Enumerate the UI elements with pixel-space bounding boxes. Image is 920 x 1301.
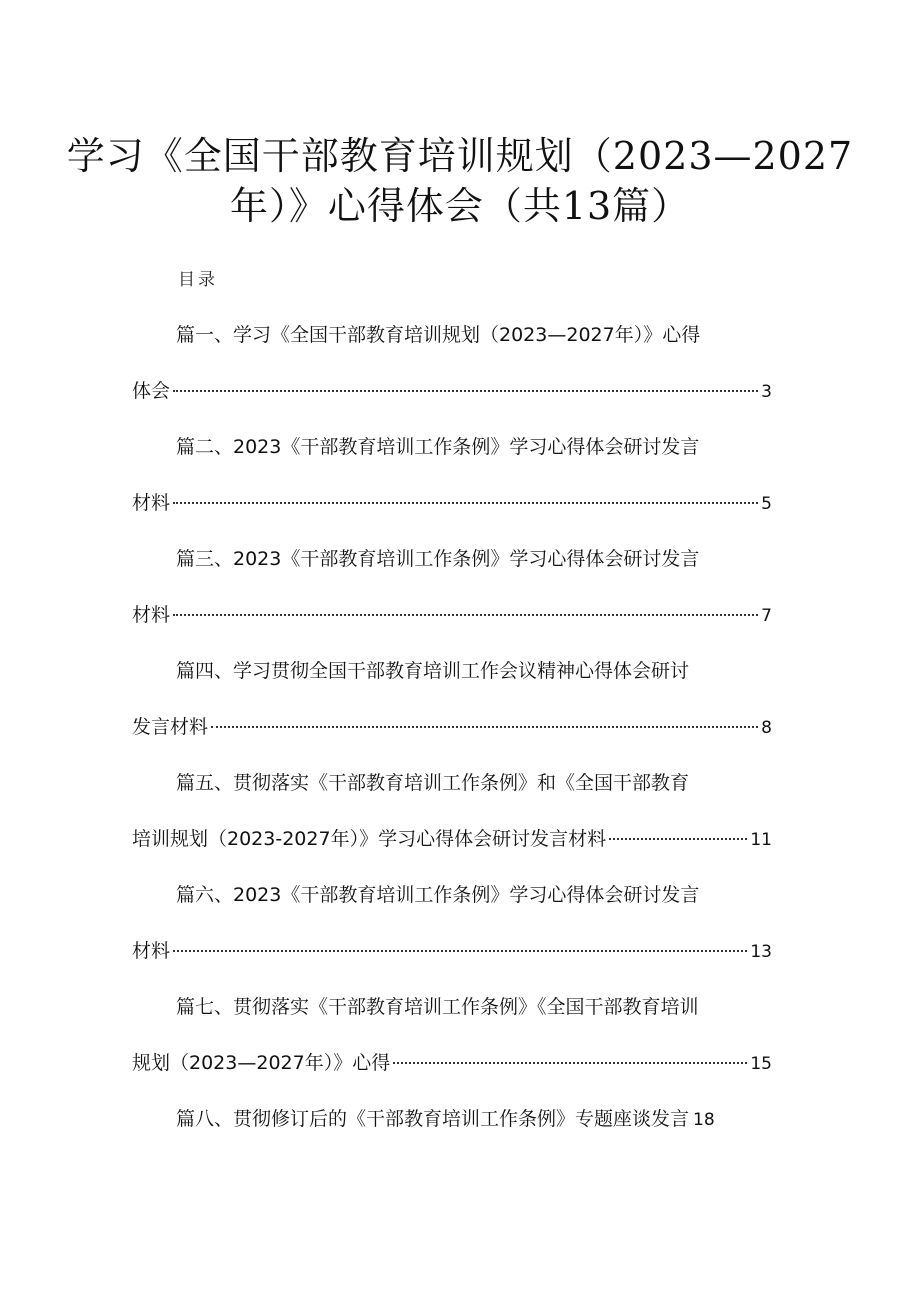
toc-entry-2-page: 5: [761, 494, 772, 514]
toc-entry-1-continuation[interactable]: [132, 376, 772, 407]
dot-leader: [609, 838, 747, 840]
toc-entry-2-title[interactable]: 篇二、2023《干部教育培训工作条例》学习心得体会研讨发言: [176, 436, 700, 458]
toc-entry-5-page: 11: [750, 830, 772, 850]
toc-entry-4-title[interactable]: 篇四、学习贯彻全国干部教育培训工作会议精神心得体会研讨: [176, 660, 690, 682]
toc-entry-8-title: 篇八、贯彻修订后的《干部教育培训工作条例》专题座谈发言: [176, 1108, 690, 1130]
dot-leader: [173, 614, 758, 616]
toc-entry-6-title-cont: 材料: [132, 940, 171, 962]
toc-entry-4-page: 8: [761, 718, 772, 738]
toc-entry-3-title[interactable]: 篇三、2023《干部教育培训工作条例》学习心得体会研讨发言: [176, 548, 700, 570]
toc-entry-5-title[interactable]: 篇五、贯彻落实《干部教育培训工作条例》和《全国干部教育: [176, 772, 690, 794]
toc-entry-4-title-cont: 发言材料: [132, 716, 209, 738]
toc-entry-8[interactable]: [176, 1104, 776, 1135]
dot-leader: [393, 1062, 747, 1064]
document-title-line-2: 年）》心得体会（共13篇）: [229, 184, 691, 228]
toc-entry-6-title[interactable]: 篇六、2023《干部教育培训工作条例》学习心得体会研讨发言: [176, 884, 700, 906]
toc-entry-3-continuation[interactable]: [132, 600, 772, 631]
toc-entry-2-continuation[interactable]: [132, 488, 772, 519]
dot-leader: [211, 726, 758, 728]
dot-leader: [173, 950, 747, 952]
toc-entry-4-continuation[interactable]: [132, 712, 772, 743]
toc-heading: 目录: [178, 270, 218, 290]
toc-entry-6-page: 13: [750, 942, 772, 962]
dot-leader: [173, 390, 758, 392]
toc-entry-6-continuation[interactable]: [132, 936, 772, 967]
toc-entry-1-title-cont: 体会: [132, 380, 171, 402]
toc-entry-2-title-cont: 材料: [132, 492, 171, 514]
toc-entry-3-page: 7: [761, 606, 772, 626]
toc-entry-3-title-cont: 材料: [132, 604, 171, 626]
toc-entry-7-title-cont: 规划（2023—2027年）》心得: [132, 1052, 391, 1074]
toc-entry-1-title[interactable]: 篇一、学习《全国干部教育培训规划（2023—2027年）》心得: [176, 324, 701, 346]
toc-entry-7-page: 15: [750, 1054, 772, 1074]
toc-entry-5-title-cont: 培训规划（2023-2027年）》学习心得体会研讨发言材料: [132, 828, 607, 850]
document-title-line-1: 学习《全国干部教育培训规划（2023—2027: [66, 134, 854, 178]
toc-entry-7-title[interactable]: 篇七、贯彻落实《干部教育培训工作条例》《全国干部教育培训: [176, 996, 699, 1018]
toc-entry-1-page: 3: [761, 382, 772, 402]
dot-leader: [173, 502, 758, 504]
toc-entry-7-continuation[interactable]: [132, 1048, 772, 1079]
toc-entry-8-page: 18: [693, 1110, 715, 1130]
toc-entry-5-continuation[interactable]: [132, 824, 772, 855]
